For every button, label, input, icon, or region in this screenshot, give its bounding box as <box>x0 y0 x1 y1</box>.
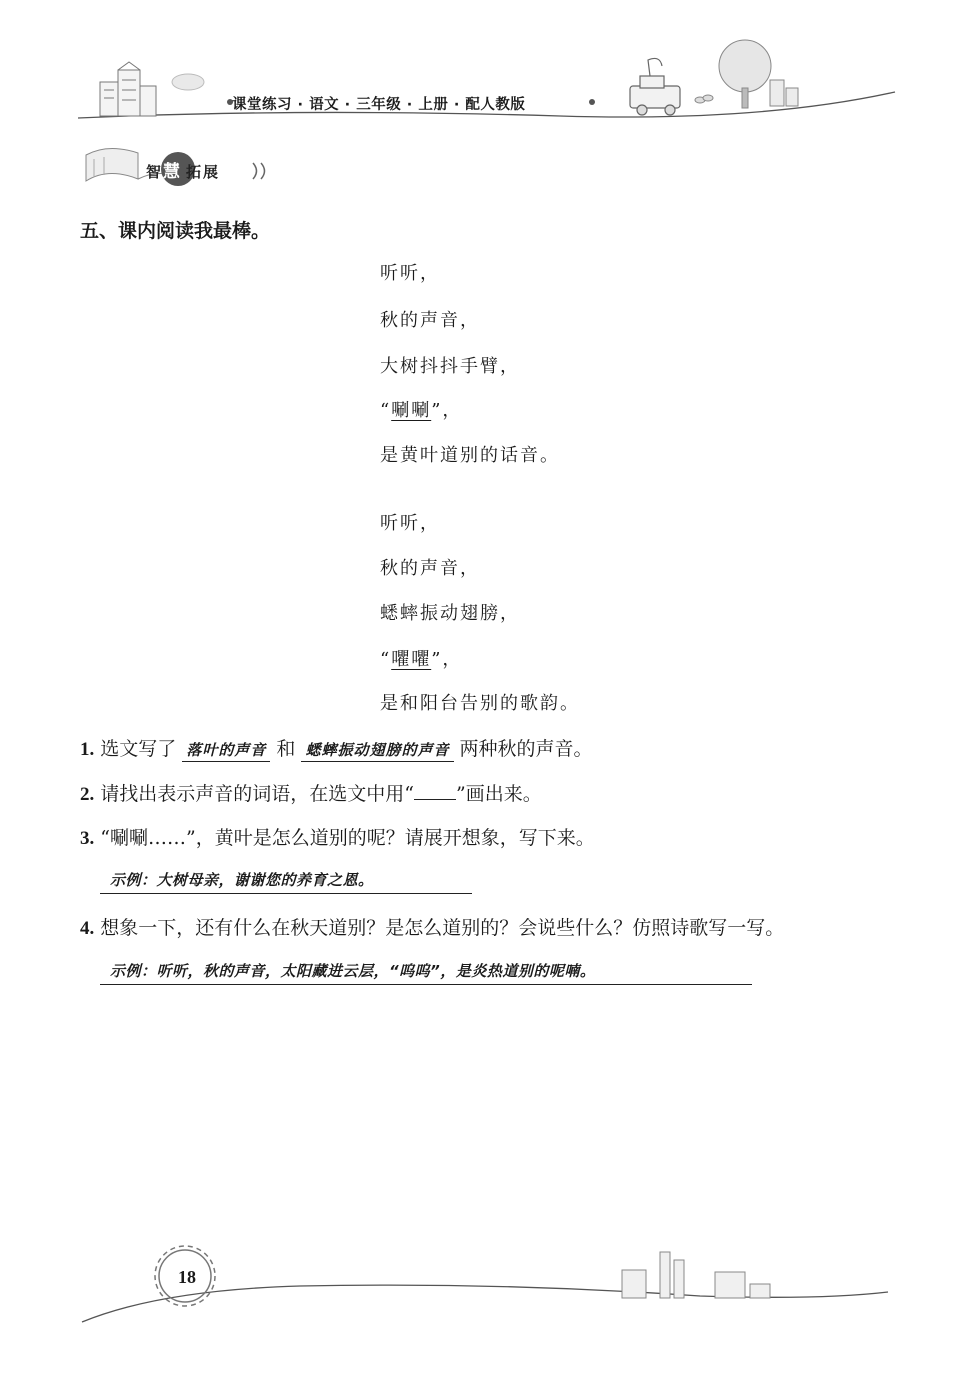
poem-line <box>380 396 462 422</box>
poem-line: 是和阳台告别的歌韵。 <box>380 693 580 714</box>
poem-line: 听听， <box>380 263 440 284</box>
section-logo <box>146 157 220 182</box>
question-number: 4. <box>80 918 95 939</box>
logo-char-1: 智 <box>146 163 164 181</box>
header-title: 课堂练习 · 语文 · 三年级 · 上册 · 配人教版 <box>232 97 526 113</box>
logo-char-2: 慧 <box>163 162 183 182</box>
footer-decoration <box>0 1230 979 1340</box>
right-buildings-icon <box>770 80 798 106</box>
page-number: 18 <box>178 1267 196 1287</box>
answer-line[interactable]: 示例：大树母亲，谢谢您的养育之恩。 <box>100 869 472 894</box>
poem-line: 听听， <box>380 513 440 534</box>
quote-open: “ <box>380 400 392 421</box>
poem-line <box>380 645 462 671</box>
question-text: 想象一下，还有什么在秋天道别？是怎么道别的？会说些什么？仿照诗歌写一写。 <box>100 917 785 939</box>
question-1 <box>80 734 593 762</box>
question-text: 选文写了 <box>100 738 177 760</box>
poem-line: 大树抖抖手臂， <box>380 356 520 377</box>
city-buildings-icon <box>100 62 156 116</box>
cloud-icon <box>172 74 204 90</box>
logo-char-3: 拓展 <box>186 163 221 181</box>
car-icon <box>630 58 680 115</box>
question-2 <box>80 779 542 806</box>
poem-line: 蟋蟀振动翅膀， <box>380 603 520 624</box>
quote-close: ”， <box>431 400 463 421</box>
sound-word: 唰唰 <box>391 400 432 421</box>
poem-line: 是黄叶道别的话音。 <box>380 445 560 466</box>
butterfly-icon <box>695 95 713 103</box>
question-text: 请找出表示声音的词语，在选文中用“ <box>100 783 415 805</box>
question-number: 2. <box>80 784 95 805</box>
tree-icon <box>719 40 771 108</box>
sound-word: 㘗㘗 <box>391 649 432 670</box>
skyline-icon <box>622 1252 770 1298</box>
poem-line: 秋的声音， <box>380 310 480 331</box>
question-text: 和 <box>276 738 296 760</box>
question-3 <box>80 823 595 850</box>
answer-blank[interactable]: 落叶的声音 <box>182 739 270 762</box>
question-number: 3. <box>80 828 95 849</box>
section-title: 五、课内阅读我最棒。 <box>80 220 271 242</box>
question-text: ”画出来。 <box>456 783 542 805</box>
underline-sample <box>414 781 456 800</box>
question-4 <box>80 913 784 940</box>
quote-open: “ <box>380 649 392 670</box>
poem-line: 秋的声音， <box>380 558 480 579</box>
answer-line[interactable]: 示例：听听，秋的声音，太阳藏进云层，“呜呜”，是炎热道别的呢喃。 <box>100 960 752 985</box>
header-decoration <box>0 0 979 140</box>
question-number: 1. <box>80 739 95 760</box>
question-text: “唰唰……”，黄叶是怎么道别的呢？请展开想象，写下来。 <box>100 827 595 849</box>
question-text: 两种秋的声音。 <box>459 738 593 760</box>
answer-blank[interactable]: 蟋蟀振动翅膀的声音 <box>301 739 453 762</box>
quote-close: ”， <box>431 649 463 670</box>
